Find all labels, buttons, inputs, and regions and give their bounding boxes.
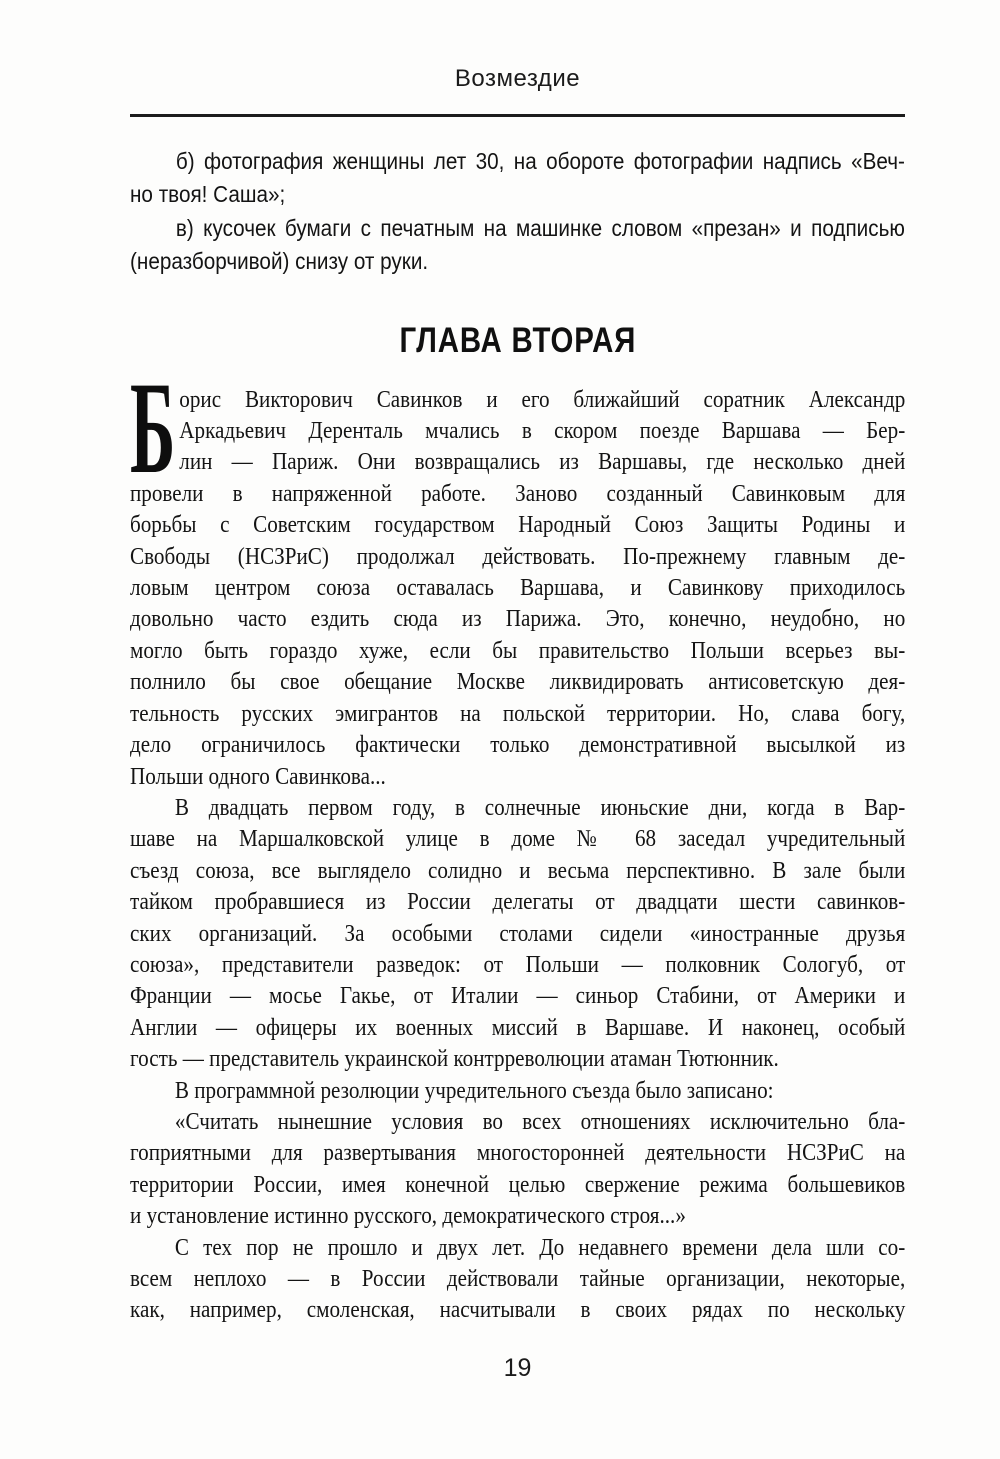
body-line: Свободы (НСЗРиС) продолжал действовать. По-прежнему главным де- [130, 543, 906, 570]
intro-line: (неразборчивой) снизу от руки. [130, 248, 429, 275]
drop-cap-letter: Б [130, 353, 176, 501]
page-content [130, 0, 905, 1383]
running-title: Возмездие [454, 65, 581, 92]
body-line: «Считать нынешние условия во всех отношениях исключительно бла- [174, 1108, 906, 1135]
body-line: Франции — мосье Гакье, от Италии — синьор Стабини, от Америки и [130, 983, 906, 1010]
body-line: тайком пробравшиеся из России делегаты от двадцати шести савинков- [130, 889, 906, 916]
intro-line: но твоя! Саша»; [130, 181, 286, 208]
body-line: лин — Париж. Они возвращались из Варшавы, где несколько дней [179, 449, 906, 476]
body-line: В программной резолюции учредительного съезда было записано: [174, 1077, 774, 1104]
body-line: территории России, имея конечной целью свержение режима большевиков [130, 1171, 906, 1198]
header-divider [130, 114, 905, 117]
intro-line: в) кусочек бумаги с печатным на машинке словом «презан» и подписью [175, 214, 905, 241]
body-line: гоприятными для развертывания многосторонней деятельности НСЗРиС на [130, 1140, 906, 1167]
body-line: орис Викторович Савинков и его ближайший соратник Александр [179, 386, 906, 413]
body-line: провели в напряженной работе. Заново созданный Савинковым для [130, 480, 906, 507]
body-line: могло быть гораздо хуже, если бы правительство Польши всерьез вы- [130, 637, 906, 664]
body-line: и установление истинно русского, демократического строя...» [130, 1203, 686, 1230]
chapter-heading-text: ГЛАВА ВТОРАЯ [399, 320, 636, 360]
body-line: Польши одного Савинкова... [130, 763, 386, 790]
body-line: дело ограничилось фактически только демонстративной высылкой из [130, 732, 906, 759]
body-line: съезд союза, все выглядело солидно и весьма перспективно. В зале были [130, 857, 906, 884]
body-line: В двадцать первом году, в солнечные июньские дни, когда в Вар- [174, 794, 906, 821]
body-line: как, например, смоленская, насчитывали в своих рядах по нескольку [130, 1297, 906, 1324]
chapter-heading [130, 320, 905, 360]
body-text [130, 353, 906, 1327]
body-line: гость — представитель украинской контрреволюции атаман Тютюнник. [130, 1046, 779, 1073]
body-line: Аркадьевич Деренталь мчались в скором поезде Варшава — Бер- [179, 418, 906, 445]
body-line: довольно часто ездить сюда из Парижа. Это, конечно, неудобно, но [130, 606, 906, 633]
body-line: ловым центром союза оставалась Варшава, и Савинкову приходилось [130, 575, 906, 602]
body-line: полнило бы свое обещание Москве ликвидировать антисоветскую дея- [130, 669, 906, 696]
body-line: ских организаций. За особыми столами сидели «иностранные друзья [130, 920, 906, 947]
body-line: Англии — офицеры их военных миссий в Варшаве. И наконец, особый [130, 1014, 906, 1041]
body-line: борьбы с Советским государством Народный Союз Защиты Родины и [130, 512, 906, 539]
body-line: союза», представители разведок: от Польши — полковник Сологуб, от [130, 951, 906, 978]
body-line: тельность русских эмигрантов на польской территории. Но, слава богу, [130, 700, 906, 727]
body-line: шаве на Маршалковской улице в доме № 68 заседал учредительный [130, 826, 906, 853]
intro-section [130, 145, 905, 279]
body-line: всем неплохо — в России действовали тайные организации, некоторые, [130, 1266, 906, 1292]
body-line: С тех пор не прошло и двух лет. До недавнего времени дела шли со- [174, 1234, 906, 1261]
intro-line: б) фотография женщины лет 30, на обороте фотографии надпись «Веч- [175, 148, 905, 174]
page-number: 19 [503, 1353, 532, 1382]
